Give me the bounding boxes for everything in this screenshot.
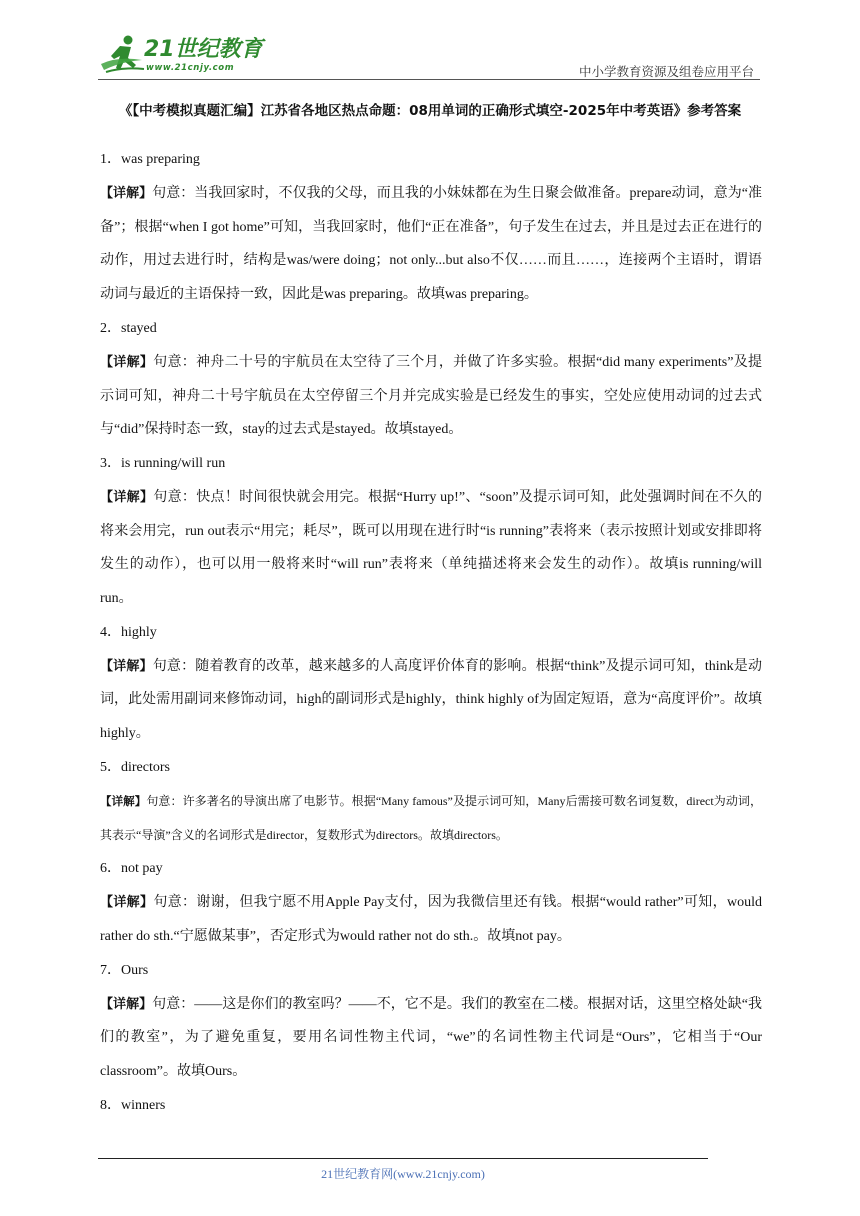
logo-title: 21世纪教育 (144, 37, 263, 62)
footer-link[interactable]: 21世纪教育网(www.21cnjy.com) (321, 1167, 485, 1181)
answer-explanation (100, 346, 762, 447)
answer-explanation (100, 481, 762, 616)
detail-tag: 【详解】 (100, 354, 154, 370)
answer-number: 2．stayed (100, 320, 157, 336)
document-title: 《【中考模拟真题汇编】江苏省各地区热点命题：08用单词的正确形式填空-2025年中考英语》参考答案 (118, 103, 742, 119)
explanation-text: 句意：神舟二十号的宇航员在太空待了三个月，并做了许多实验。根据“did many experiments”及提示词可知，神舟二十号宇航员在太空停留三个月并完成实验是已经发生的事实，空处应使用动词的过去式与“did”保持时态一致，stay的过去式是stayed。故填stayed。 (100, 354, 762, 438)
answer-number: 8．winners (100, 1097, 166, 1113)
answer-number: 3．is running/will run (100, 455, 226, 471)
explanation-text: 句意：随着教育的改革，越来越多的人高度评价体育的影响。根据“think”及提示词可知，think是动词，此处需用副词来修饰动词，high的副词形式是highly，think highly of为固定短语，意为“高度评价”。故填highly。 (100, 658, 762, 742)
answer-explanation (100, 886, 762, 953)
logo-url: www.21cnjy.com (146, 63, 235, 73)
answer-number: 7．Ours (100, 962, 149, 978)
explanation-text: 句意：许多著名的导演出席了电影节。根据“Many famous”及提示词可知，Many后需接可数名词复数，direct为动词，其表示“导演”含义的名词形式是director，复数形式为directors。故填directors。 (100, 793, 763, 842)
page-header (98, 34, 760, 80)
answer-number: 4．highly (100, 624, 157, 640)
explanation-text: 句意：谢谢，但我宁愿不用Apple Pay支付，因为我微信里还有钱。根据“would rather”可知，would rather do sth.“宁愿做某事”，否定形式为would rather not do sth.。故填not pay。 (100, 895, 762, 944)
answer-explanation (100, 177, 762, 312)
detail-tag: 【详解】 (100, 489, 154, 505)
answer-number: 1．was preparing (100, 152, 200, 167)
answer-explanation (100, 650, 762, 751)
footer-divider (98, 1158, 708, 1159)
site-logo[interactable] (98, 34, 268, 76)
runner-logo-icon (98, 34, 146, 76)
detail-tag: 【详解】 (100, 658, 153, 674)
explanation-text: 句意：——这是你们的教室吗？——不，它不是。我们的教室在二楼。根据对话，这里空格处缺“我们的教室”，为了避免重复，要用名词性物主代词，“we”的名词性物主代词是“Ours”，它相当于“Our classroom”。故填Ours。 (100, 996, 762, 1080)
answer-number: 5．directors (100, 759, 170, 775)
detail-tag: 【详解】 (100, 793, 147, 808)
header-divider (98, 79, 760, 80)
detail-tag: 【详解】 (100, 895, 154, 911)
answer-explanation (100, 988, 762, 1089)
detail-tag: 【详解】 (100, 186, 153, 201)
platform-name: 中小学教育资源及组卷应用平台 (578, 64, 754, 79)
answer-number: 6．not pay (100, 861, 163, 877)
detail-tag: 【详解】 (100, 996, 153, 1012)
answer-explanation (100, 785, 762, 852)
explanation-text: 句意：当我回家时，不仅我的父母，而且我的小妹妹都在为生日聚会做准备。prepare动词，意为“准备”；根据“when I got home”可知，当我回家时，他们“正在准备”，句子发生在过去，并且是过去正在进行的动作，用过去进行时，结构是was/were doing；not only...but also不仅……而且……，连接两个主语时，谓语动词与最近的主语保持一致，因此是was preparing。故填was preparing。 (100, 186, 762, 303)
answer-list (100, 150, 762, 1130)
explanation-text: 句意：快点！时间很快就会用完。根据“Hurry up!”、“soon”及提示词可知，此处强调时间在不久的将来会用完，run out表示“用完；耗尽”，既可以用现在进行时“is running”表将来（表示按照计划或安排即将发生的动作），也可以用一般将来时“will run”表将来（单纯描述将来会发生的动作）。故填is running/will run。 (100, 489, 762, 607)
